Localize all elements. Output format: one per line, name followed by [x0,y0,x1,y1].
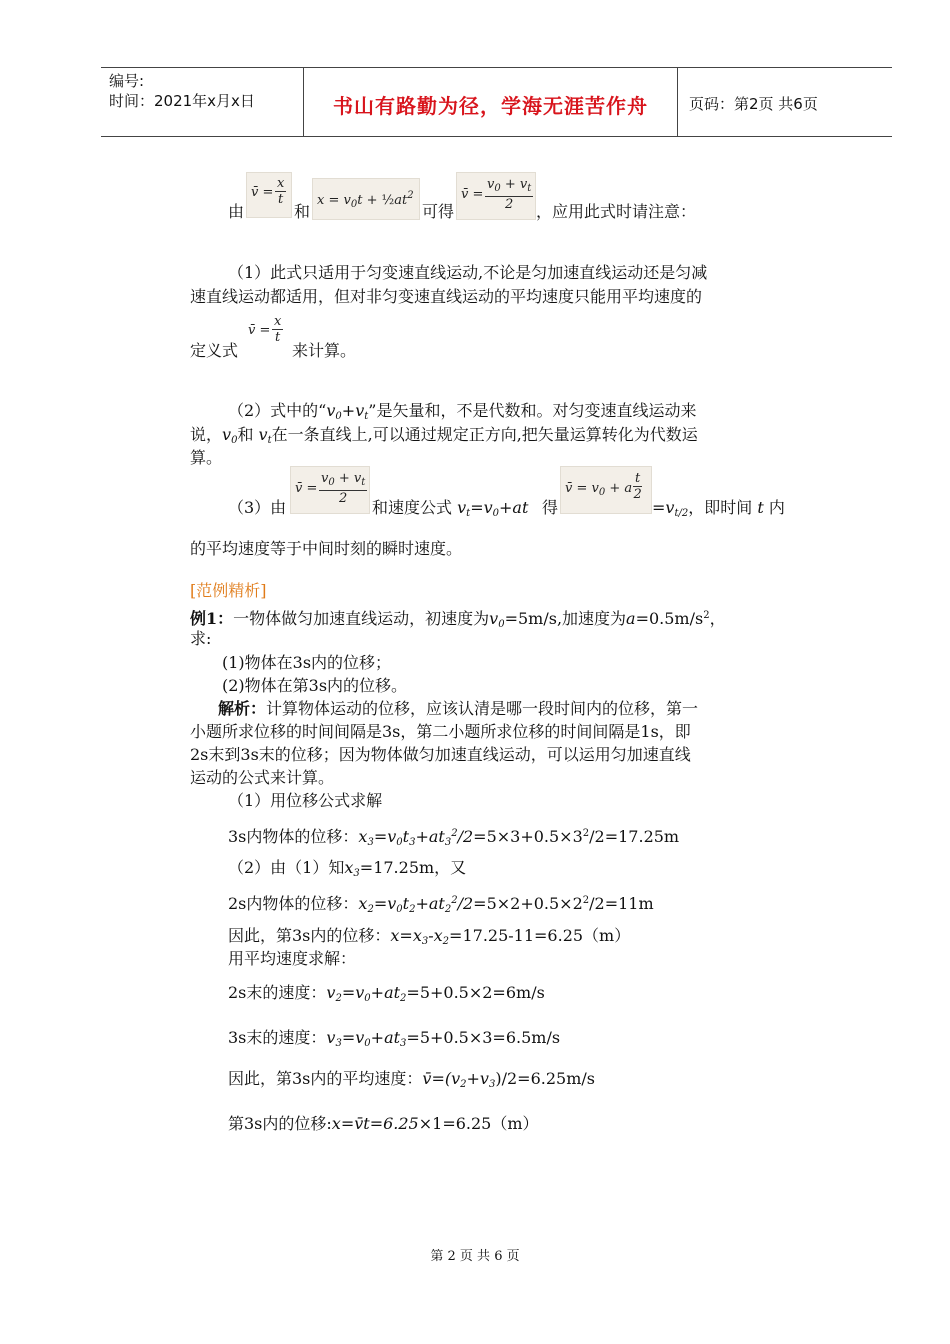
header-page-label: 页码：第2页 共6页 [689,95,818,113]
page-footer: 第 2 页 共 6 页 [430,1249,520,1264]
note2-line3: 算。 [190,448,223,467]
analysis-line3: 2s末到3s末的位移；因为物体做匀加速直线运动，可以运用匀加速直线 [190,745,691,764]
note3-a: （3）由 [228,498,287,517]
analysis-line1: 解析：计算物体运动的位移，应该认清是哪一段时间内的位移，第一 [218,699,699,718]
header-divider [677,68,678,136]
note3-c: 得 [542,498,559,517]
formula-avg-velocity-mean: v̄ = $\frac{v_0 + v_t}{2}$ [290,466,370,514]
intro-can-get: 可得 [422,202,455,221]
intro-notice: ，应用此式时请注意： [536,202,697,221]
step-third-second-displacement: 因此，第3s内的位移：$x=x_3-x_2=17.25-11=6.25(m)$ [228,926,631,947]
step-final-displacement: 第3s内的位移:x=v̄t=6.25×1=6.25（m） [228,1114,539,1133]
note1-prefix: 定义式 [190,341,239,360]
formula-displacement: $x = v_0t$ + $\frac{1}{2}at^2$ [312,178,420,220]
note1-line1: （1）此式只适用于匀变速直线运动,不论是匀加速直线运动还是匀减 [228,263,708,282]
formula-avg-velocity-mean: v̄ = $\frac{v_0 + v_t}{2}$ [456,172,536,220]
step-2s-displacement: 2s内物体的位移：$x_2=v_0t_2+at_2^2/2=5\times 2+0.5\times 2^2/2=11m$ [228,894,654,915]
step-v3: 3s末的速度：$v_3=v_0+at_3=5+0.5\times 3=6.5m/s$ [228,1028,561,1049]
formula-avg-velocity-def: v̄ = $\frac{x}{t}$ [246,310,290,356]
note3-line1: 和速度公式 $v_t=v_0+at$ [372,498,529,519]
header-meta [109,71,255,111]
section-title: [范例精析] [190,581,267,600]
example-ask: 求: [190,629,212,648]
number-label: 编号: [109,72,145,90]
example-q2: (2)物体在第3s内的位移。 [222,676,408,695]
note1-suffix: 来计算。 [292,341,357,360]
note1-line2: 速直线运动都适用，但对非匀变速直线运动的平均速度只能用平均速度的 [190,287,703,306]
note2-line1: （2）式中的“$v_0+v_t$”是矢量和，不是代数和。对匀变速直线运动来 [228,401,697,422]
formula-avg-velocity-def: v̄ = $\frac{x}{t}$ [246,172,292,218]
intro-and: 和 [294,202,311,221]
method2-title: 用平均速度求解： [228,949,357,968]
date-label: 时间：2021年x月x日 [109,92,255,110]
analysis-line4: 运动的公式来计算。 [190,768,335,787]
note2-line2: 说，$v_0$和 $v_t$在一条直线上,可以通过规定正方向,把矢量运算转化为代数运 [190,425,698,446]
step-known-x3: （2）由（1）知$x_3=17.25m$，又 [228,858,467,879]
step-v2: 2s末的速度：$v_2=v_0+at_2=5+0.5\times 2=6m/s$ [228,983,545,1004]
page-header [101,67,892,137]
note3-line2: 的平均速度等于中间时刻的瞬时速度。 [190,539,463,558]
analysis-line2: 小题所求位移的时间间隔是3s，第二小题所求位移的时间间隔是1s，即 [190,722,691,741]
header-motto: 书山有路勤为径，学海无涯苦作舟 [333,94,648,118]
method1-title: （1）用位移公式求解 [228,791,383,810]
step-3s-displacement: 3s内物体的位移：$x_3=v_0t_3+at_3^2/2=5\times 3+0.5\times 3^2/2=17.25m$ [228,827,680,848]
formula-mid-velocity: v̄ = $v_0 + a$ $\frac{t}{2}$ [560,466,652,514]
example-line1: 例1：一物体做匀加速直线运动，初速度为$v_0=5m/s$,加速度为$a=0.5m/s^2$， [190,609,726,630]
example-q1: (1)物体在3s内的位移； [222,653,392,672]
intro-by: 由 [228,202,245,221]
step-avg-velocity: 因此，第3s内的平均速度：$v̄=(v_2+v_3)/2=6.25m/s$ [228,1069,595,1090]
note3-end: $=v_{t/2}$，即时间 t 内 [652,498,785,519]
